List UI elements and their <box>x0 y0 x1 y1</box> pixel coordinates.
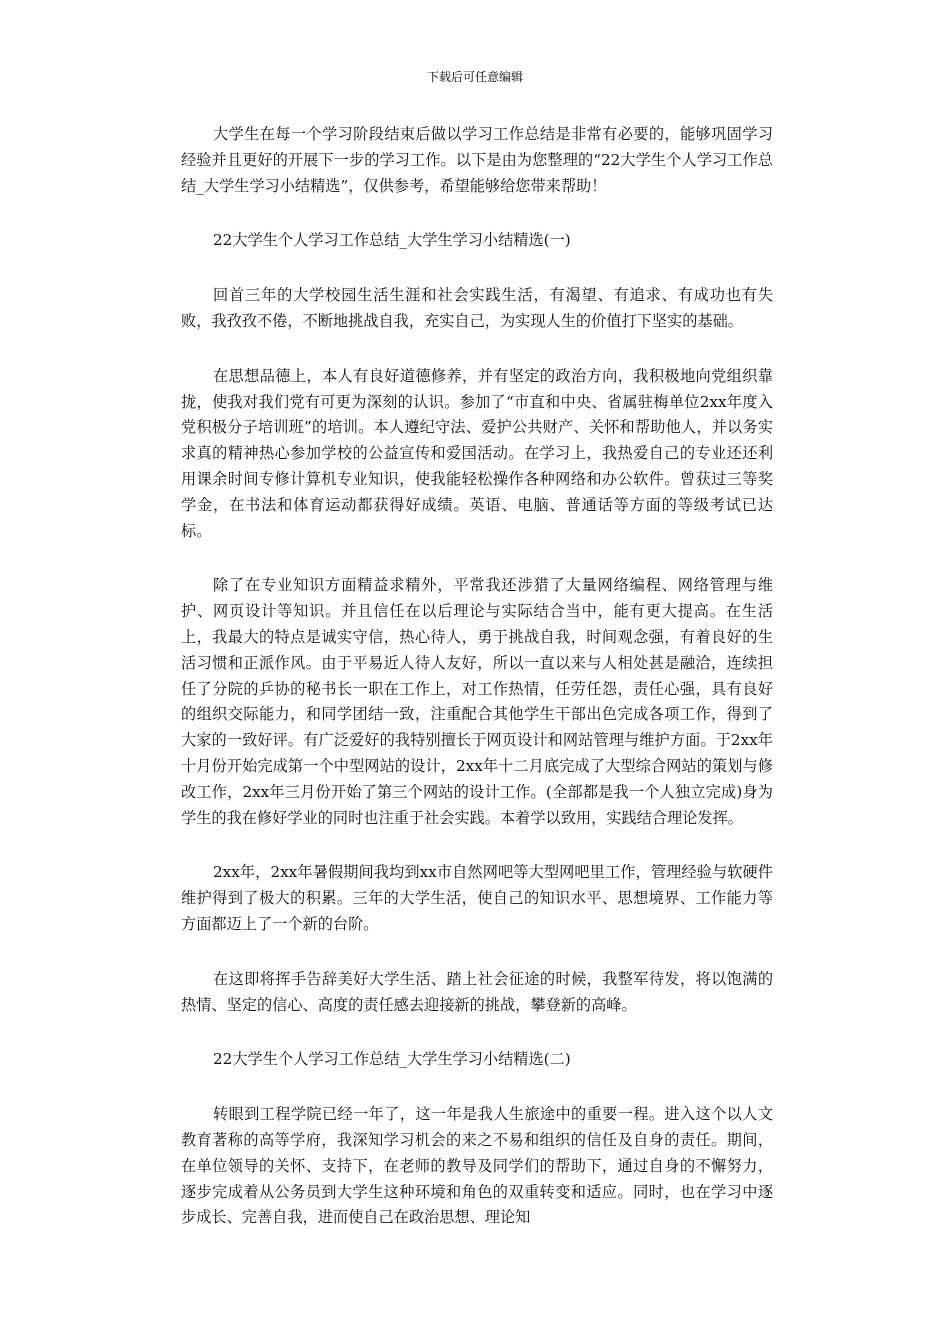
paragraph-3: 除了在专业知识方面精益求精外，平常我还涉猎了大量网络编程、网络管理与维护、网页设计等知识。并且信任在以后理论与实际结合当中，能有更大提高。在生活上，我最大的特点是诚实守信，热心待人，勇于挑战自我，时间观念强，有着良好的生活习惯和正派作风。由于平易近人待人友好，所以一直以来与人相处甚是融洽，连续担任了分院的乒协的秘书长一职在工作上，对工作热情，任劳任怨，责任心强，具有良好的组织交际能力，和同学团结一致，注重配合其他学生干部出色完成各项工作，得到了大家的一致好评。有广泛爱好的我特别擅长于网页设计和网站管理与维护方面。于2xx年十月份开始完成第一个中型网站的设计，2xx年十二月底完成了大型综合网站的策划与修改工作，2xx年三月份开始了第三个网站的设计工作。(全部都是我一个人独立完成)身为学生的我在修好学业的同时也注重于社会实践。本着学以致用，实践结合理论发挥。 <box>181 576 773 827</box>
section-heading-2: 22大学生个人学习工作总结_大学生学习小结精选(二) <box>213 1050 571 1069</box>
paragraph-6: 转眼到工程学院已经一年了，这一年是我人生旅途中的重要一程。进入这个以人文教育著称的高等学府，我深知学习机会的来之不易和组织的信任及自身的责任。期间，在单位领导的关怀、支持下，在老师的教导及同学们的帮助下，通过自身的不懈努力，逐步完成着从公务员到大学生这种环境和角色的双重转变和适应。同时，也在学习中逐步成长、完善自我，进而使自己在政治思想、理论知 <box>181 1105 773 1227</box>
document-body <box>181 122 773 1260</box>
page-header: 下载后可任意编辑 <box>426 70 523 84</box>
intro-paragraph: 大学生在每一个学习阶段结束后做以学习工作总结是非常有必要的，能够巩固学习经验并且更好的开展下一步的学习工作。以下是由为您整理的“22大学生个人学习工作总结_大学生学习小结精选”，仅供参考，希望能够给您带来帮助！ <box>181 125 773 195</box>
section-heading-1: 22大学生个人学习工作总结_大学生学习小结精选(一) <box>213 231 571 250</box>
paragraph-5: 在这即将挥手告辞美好大学生活、踏上社会征途的时候，我整军待发，将以饱满的热情、坚定的信心、高度的责任感去迎接新的挑战，攀登新的高峰。 <box>181 969 773 1014</box>
paragraph-4: 2xx年，2xx年暑假期间我均到xx市自然网吧等大型网吧里工作，管理经验与软硬件维护得到了极大的积累。三年的大学生活，使自己的知识水平、思想境界、工作能力等方面都迈上了一个新的台阶。 <box>181 863 773 933</box>
paragraph-2: 在思想品德上，本人有良好道德修养，并有坚定的政治方向，我积极地向党组织靠拢，使我对我们党有可更为深刻的认识。参加了“市直和中央、省属驻梅单位2xx年度入党积极分子培训班”的培训。本人遵纪守法、爱护公共财产、关怀和帮助他人，并以务实求真的精神热心参加学校的公益宣传和爱国活动。在学习上，我热爱自己的专业还还利用课余时间专修计算机专业知识，使我能轻松操作各种网络和办公软件。曾获过三等奖学金，在书法和体育运动都获得好成绩。英语、电脑、普通话等方面的等级考试已达标。 <box>181 366 773 540</box>
paragraph-1: 回首三年的大学校园生活生涯和社会实践生活，有渴望、有追求、有成功也有失败，我孜孜不倦，不断地挑战自我，充实自己，为实现人生的价值打下坚实的基础。 <box>181 286 773 330</box>
